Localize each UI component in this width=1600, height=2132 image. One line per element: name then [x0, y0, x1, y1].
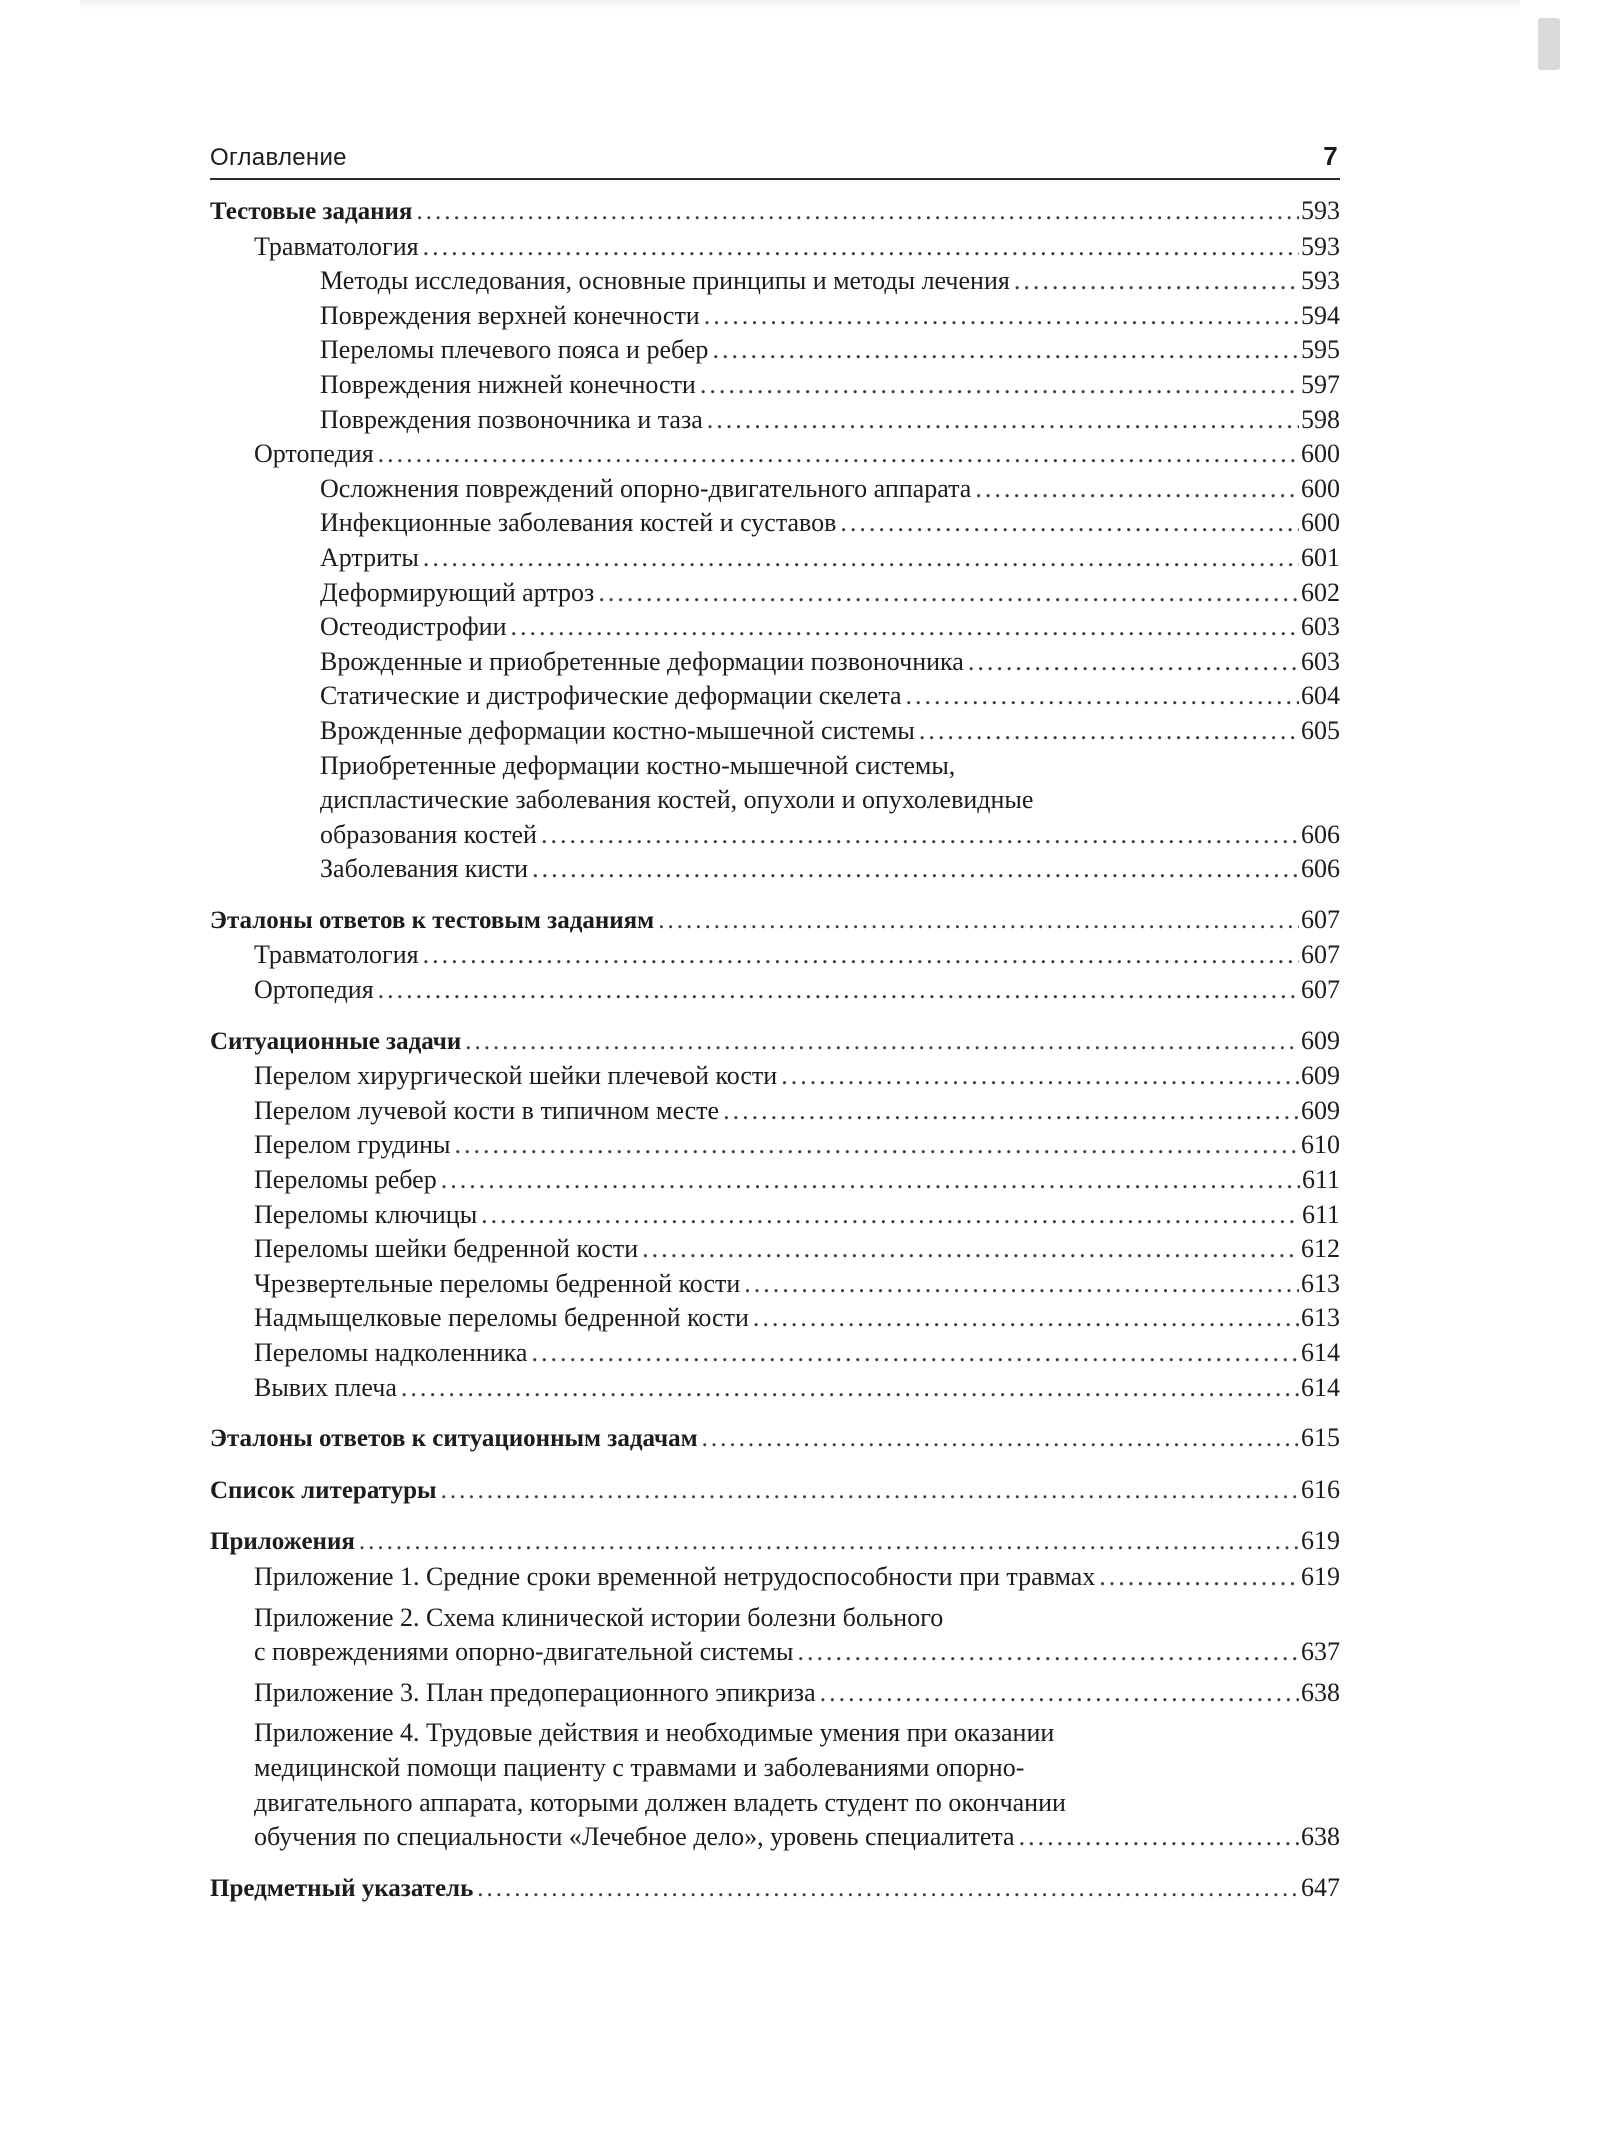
toc-entry-page: 597	[1301, 369, 1340, 399]
toc-entry-label: Артриты	[320, 542, 419, 572]
toc-entry[interactable]	[210, 645, 1340, 680]
dot-leader	[975, 472, 1299, 507]
dot-leader	[465, 1025, 1299, 1060]
toc-entry-label: Перелом лучевой кости в типичном месте	[254, 1095, 720, 1125]
toc-entry-label: Повреждения нижней конечности	[320, 369, 696, 399]
toc-section	[210, 1473, 1340, 1509]
toc-entry-label: Травматология	[254, 940, 419, 970]
dot-leader	[531, 1336, 1299, 1371]
dot-leader	[753, 1301, 1299, 1336]
toc-entry-label: Методы исследования, основные принципы и методы лечения	[320, 266, 1010, 296]
dot-leader	[481, 1198, 1300, 1233]
toc-entry[interactable]	[210, 1371, 1340, 1406]
toc-entry-label: Перелом хирургической шейки плечевой кости	[254, 1061, 778, 1091]
toc-entry-label: Эталоны ответов к ситуационным задачам	[210, 1425, 698, 1453]
toc-entry-label: Врожденные деформации костно-мышечной системы	[320, 715, 915, 745]
toc-entry-page: 605	[1301, 715, 1340, 745]
toc-entry-label: Ситуационные задачи	[210, 1027, 462, 1055]
toc-entry[interactable]	[210, 749, 1340, 853]
toc-entry[interactable]	[210, 1336, 1340, 1371]
toc-entry-page: 607	[1301, 975, 1340, 1005]
toc-entry-page: 593	[1301, 266, 1340, 296]
dot-leader	[712, 333, 1299, 368]
toc-entry[interactable]	[210, 506, 1340, 541]
toc-entry-page: 611	[1301, 1165, 1340, 1195]
toc-entry[interactable]	[210, 1232, 1340, 1267]
scan-corner-mark	[1538, 18, 1560, 70]
toc-entry-page: 609	[1301, 1025, 1340, 1055]
toc-entry-page: 603	[1301, 612, 1340, 642]
toc-entry-label: Переломы шейки бедренной кости	[254, 1234, 639, 1264]
dot-leader	[416, 195, 1299, 230]
toc-entry[interactable]	[210, 714, 1340, 749]
dot-leader	[919, 714, 1299, 749]
toc-entry-page: 607	[1301, 904, 1340, 934]
toc-entry-page: 606	[1301, 854, 1340, 884]
toc-entry[interactable]	[210, 576, 1340, 611]
toc-entry-label: Травматология	[254, 231, 419, 261]
toc-entry-label: Тестовые задания	[210, 198, 413, 225]
dot-leader	[1014, 264, 1299, 299]
dot-leader	[642, 1232, 1299, 1267]
toc-entry-page: 593	[1301, 196, 1340, 225]
toc-entry-page: 607	[1301, 940, 1340, 970]
toc-entry-page: 613	[1301, 1303, 1340, 1333]
toc-entry-page: 609	[1301, 1061, 1340, 1091]
toc-section	[210, 903, 1340, 1008]
toc-entry-page: 615	[1301, 1423, 1340, 1453]
running-head	[210, 138, 1340, 180]
dot-leader	[744, 1267, 1299, 1302]
toc-entry-page: 612	[1301, 1234, 1340, 1264]
dot-leader	[723, 1094, 1299, 1129]
toc-entry-page: 637	[1301, 1637, 1340, 1667]
toc-entry[interactable]	[210, 1301, 1340, 1336]
toc-section	[210, 1524, 1340, 1854]
toc-entry-label: Деформирующий артроз	[320, 577, 595, 607]
toc-entry-page: 613	[1301, 1268, 1340, 1298]
toc-chapter-entry[interactable]	[210, 1524, 1340, 1560]
dot-leader	[378, 437, 1299, 472]
toc-entry-label: Повреждения позвоночника и таза	[320, 404, 703, 434]
toc-entry-page: 610	[1301, 1130, 1340, 1160]
toc-entry-line: диспластические заболевания костей, опухоли и опухолевидные	[320, 785, 1034, 815]
toc-entry-page: 600	[1301, 439, 1340, 469]
toc-entry[interactable]	[210, 1059, 1340, 1094]
toc-entry[interactable]	[210, 973, 1340, 1008]
toc-entry-label: Вывих плеча	[254, 1372, 397, 1402]
dot-leader	[532, 852, 1299, 887]
toc-entry-page: 602	[1301, 577, 1340, 607]
toc-entry-label: Надмыщелковые переломы бедренной кости	[254, 1303, 749, 1333]
dot-leader	[707, 403, 1299, 438]
toc-entry[interactable]	[210, 333, 1340, 368]
toc-entry-page: 638	[1301, 1822, 1340, 1852]
toc-entry-page: 616	[1301, 1474, 1340, 1504]
toc-entry-line: Приобретенные деформации костно-мышечной системы,	[320, 750, 956, 780]
toc-entry-label: Приложения	[210, 1528, 355, 1556]
dot-leader	[704, 299, 1299, 334]
toc-entry-label: Остеодистрофии	[320, 612, 507, 642]
table-of-contents	[210, 194, 1340, 1906]
dot-leader	[359, 1525, 1299, 1560]
toc-entry-label: Ортопедия	[254, 439, 374, 469]
toc-section	[210, 1024, 1340, 1406]
toc-entry-label: Перелом грудины	[254, 1130, 451, 1160]
toc-entry-page: 600	[1301, 473, 1340, 503]
dot-leader	[702, 1422, 1299, 1457]
dot-leader	[423, 230, 1299, 265]
dot-leader	[441, 1163, 1300, 1198]
toc-entry-label: Приложение 3. План предоперационного эпикриза	[254, 1677, 816, 1707]
toc-entry-label: Переломы надколенника	[254, 1338, 528, 1367]
toc-entry[interactable]	[210, 610, 1340, 645]
dot-leader	[401, 1371, 1299, 1406]
toc-entry-label: Инфекционные заболевания костей и суставов	[320, 508, 837, 538]
toc-entry-label: обучения по специальности «Лечебное дело», уровень специалитета	[254, 1822, 1015, 1852]
toc-chapter-entry[interactable]	[210, 1024, 1340, 1060]
dot-leader	[455, 1128, 1300, 1163]
toc-entry[interactable]	[210, 1601, 1340, 1670]
toc-entry[interactable]	[210, 1560, 1340, 1595]
toc-entry[interactable]	[210, 403, 1340, 438]
dot-leader	[968, 645, 1299, 680]
toc-entry[interactable]	[210, 1198, 1340, 1233]
toc-entry-page: 619	[1301, 1561, 1340, 1591]
toc-entry-page: 619	[1301, 1526, 1340, 1556]
dot-leader	[423, 541, 1299, 576]
toc-page	[210, 138, 1340, 1922]
toc-entry-label: Ортопедия	[254, 975, 374, 1005]
toc-entry[interactable]	[210, 1094, 1340, 1129]
toc-entry-line: Приложение 2. Схема клинической истории болезни больного	[254, 1602, 944, 1632]
toc-entry-line: двигательного аппарата, которыми должен владеть студент по окончании	[254, 1787, 1066, 1817]
toc-entry[interactable]	[210, 679, 1340, 714]
toc-entry-label: Заболевания кисти	[320, 854, 529, 884]
toc-entry-label: Предметный указатель	[210, 1874, 474, 1902]
dot-leader	[1099, 1560, 1299, 1595]
dot-leader	[511, 610, 1299, 645]
toc-entry[interactable]	[210, 368, 1340, 403]
toc-entry[interactable]	[210, 299, 1340, 334]
toc-entry-line: Приложение 4. Трудовые действия и необходимые умения при оказании	[254, 1718, 1055, 1748]
toc-entry-page: 594	[1301, 300, 1340, 330]
dot-leader	[423, 938, 1299, 973]
toc-entry[interactable]	[210, 1676, 1340, 1711]
toc-entry-page: 604	[1301, 681, 1340, 711]
toc-chapter-entry[interactable]	[210, 1421, 1340, 1457]
dot-leader	[658, 904, 1299, 939]
toc-entry-label: Переломы ребер	[254, 1165, 437, 1195]
dot-leader	[1019, 1820, 1299, 1855]
toc-entry[interactable]	[210, 230, 1340, 265]
toc-entry[interactable]	[210, 472, 1340, 507]
toc-entry-page: 611	[1301, 1199, 1340, 1229]
scan-edge-shadow	[80, 0, 1520, 10]
toc-entry-page: 609	[1301, 1095, 1340, 1125]
toc-entry-label: Эталоны ответов к тестовым заданиям	[210, 906, 655, 934]
toc-entry-page: 601	[1301, 542, 1340, 572]
toc-entry-page: 603	[1301, 646, 1340, 676]
dot-leader	[906, 679, 1299, 714]
toc-chapter-entry[interactable]	[210, 1473, 1340, 1509]
toc-entry-page: 595	[1301, 335, 1340, 365]
dot-leader	[378, 973, 1299, 1008]
toc-entry-page: 606	[1301, 819, 1340, 849]
toc-entry-line: медицинской помощи пациенту с травмами и заболеваниями опорно-	[254, 1752, 1025, 1782]
dot-leader	[781, 1059, 1299, 1094]
toc-entry[interactable]	[210, 541, 1340, 576]
running-head-title: Оглавление	[210, 144, 347, 171]
toc-entry[interactable]	[210, 1128, 1340, 1163]
toc-entry-page: 614	[1301, 1338, 1340, 1367]
toc-entry-page: 593	[1301, 231, 1340, 261]
toc-section	[210, 1421, 1340, 1457]
toc-entry[interactable]	[210, 1163, 1340, 1198]
toc-entry-page: 600	[1301, 508, 1340, 538]
toc-entry[interactable]	[210, 1716, 1340, 1854]
toc-entry-page: 598	[1301, 404, 1340, 434]
toc-entry-label: Приложение 1. Средние сроки временной нетрудоспособности при травмах	[254, 1561, 1096, 1591]
dot-leader	[477, 1872, 1299, 1907]
toc-entry-label: Список литературы	[210, 1476, 437, 1504]
toc-entry-label: Повреждения верхней конечности	[320, 300, 700, 330]
dot-leader	[541, 818, 1299, 853]
dot-leader	[820, 1676, 1299, 1711]
toc-entry-label: Осложнения повреждений опорно-двигательного аппарата	[320, 473, 972, 503]
toc-entry-label: Статические и дистрофические деформации скелета	[320, 681, 902, 711]
dot-leader	[598, 576, 1299, 611]
toc-entry-label: образования костей	[320, 819, 537, 849]
page-number: 7	[1323, 141, 1338, 171]
dot-leader	[441, 1474, 1299, 1509]
dot-leader	[797, 1635, 1299, 1670]
toc-entry-page: 638	[1301, 1677, 1340, 1707]
toc-entry[interactable]	[210, 852, 1340, 887]
dot-leader	[700, 368, 1299, 403]
toc-entry[interactable]	[210, 1267, 1340, 1302]
toc-entry-label: Переломы плечевого пояса и ребер	[320, 335, 709, 365]
toc-chapter-entry[interactable]	[210, 1871, 1340, 1907]
toc-chapter-entry[interactable]	[210, 194, 1340, 230]
toc-entry-label: Переломы ключицы	[254, 1199, 478, 1229]
toc-chapter-entry[interactable]	[210, 903, 1340, 939]
toc-section	[210, 194, 1340, 887]
toc-entry-label: с повреждениями опорно-двигательной системы	[254, 1637, 794, 1667]
toc-entry-page: 647	[1301, 1872, 1340, 1902]
dot-leader	[840, 506, 1299, 541]
toc-entry[interactable]	[210, 437, 1340, 472]
toc-entry-label: Чрезвертельные переломы бедренной кости	[254, 1268, 741, 1298]
toc-section	[210, 1871, 1340, 1907]
toc-entry[interactable]	[210, 264, 1340, 299]
toc-entry-label: Врожденные и приобретенные деформации позвоночника	[320, 646, 964, 676]
toc-entry-page: 614	[1301, 1372, 1340, 1402]
toc-entry[interactable]	[210, 938, 1340, 973]
